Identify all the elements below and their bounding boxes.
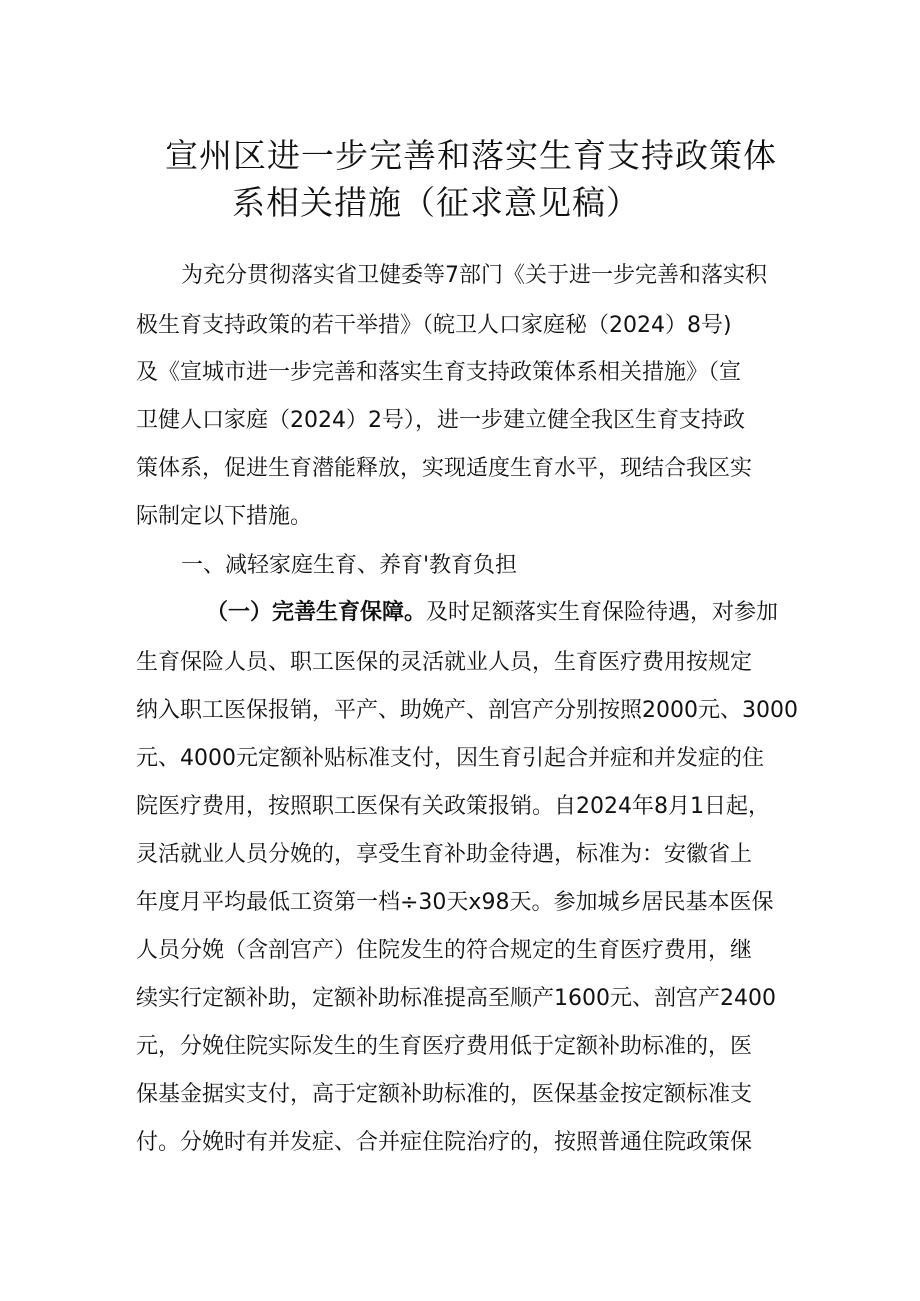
intro-line-1: 为充分贯彻落实省卫健委等7部门《关于进一步完善和落实积 [181,263,767,288]
intro-line-3: 及《宣城市进一步完善和落实生育支持政策体系相关措施》（宣 [136,360,742,385]
item1-line-8: 人员分娩（含剖宫产）住院发生的符合规定的生育医疗费用，继 [136,938,753,963]
intro-line-4: 卫健人口家庭（2024）2号），进一步建立健全我区生育支持政 [136,408,745,433]
intro-line-5: 策体系，促进生育潜能释放，实现适度生育水平，现结合我区实 [136,456,753,481]
item1-first-line [206,598,778,628]
item1-line-2: 生育保险人员、职工医保的灵活就业人员，生育医疗费用按规定 [136,650,753,675]
item1-line-7: 年度月平均最低工资第一档÷30天x98天。参加城乡居民基本医保 [136,890,774,915]
intro-line-6: 际制定以下措施。 [136,504,313,529]
section-heading: 一、减轻家庭生育、养育'教育负担 [181,553,518,578]
item1-line-11: 保基金据实支付，高于定额补助标准的，医保基金按定额标准支 [136,1082,753,1107]
item1-first-line-text: 及时足额落实生育保险待遇，对参加 [426,600,779,625]
item1-line-6: 灵活就业人员分娩的，享受生育补助金待遇，标准为：安徽省上 [136,842,753,867]
item1-label: （一）完善生育保障。 [206,600,427,625]
intro-line-2: 极生育支持政策的若干举措》（皖卫人口家庭秘（2024）8号) [136,313,732,338]
item1-line-10: 元，分娩住院实际发生的生育医疗费用低于定额补助标准的，医 [136,1034,753,1059]
item1-line-4: 元、4000元定额补贴标准支付，因生育引起合并症和并发症的住 [136,746,764,771]
item1-line-9: 续实行定额补助，定额补助标准提高至顺产1600元、剖宫产2400 [136,986,776,1011]
item1-line-5: 院医疗费用，按照职工医保有关政策报销。自2024年8月1日起， [136,794,770,819]
document-title-line-2: 系相关措施（征求意见稿） [232,183,640,222]
item1-line-3: 纳入职工医保报销，平产、助娩产、剖宫产分别按照2000元、3000 [136,698,798,723]
item1-line-12: 付。分娩时有并发症、合并症住院治疗的，按照普通住院政策保 [136,1130,753,1155]
document-title-line-1: 宣州区进一步完善和落实生育支持政策体 [165,136,777,175]
